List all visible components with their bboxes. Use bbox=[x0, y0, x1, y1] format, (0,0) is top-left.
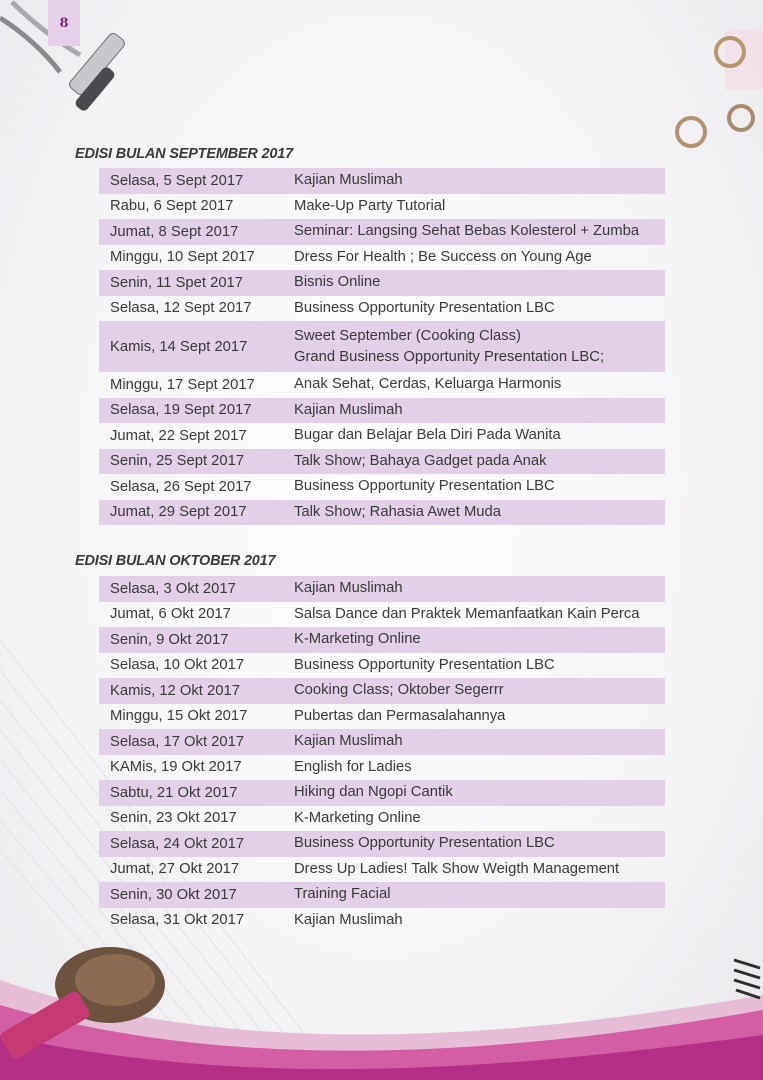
schedule-row bbox=[99, 194, 665, 220]
schedule-row bbox=[99, 882, 665, 908]
schedule-row bbox=[99, 602, 665, 628]
schedule-row bbox=[99, 474, 665, 500]
event-date: Jumat, 27 Okt 2017 bbox=[110, 861, 240, 878]
event-title-line: Salsa Dance dan Praktek Memanfaatkan Kain Perca bbox=[294, 605, 640, 622]
schedule-row bbox=[99, 398, 665, 424]
schedule-row bbox=[99, 321, 665, 372]
schedule-row bbox=[99, 449, 665, 475]
event-date: Jumat, 29 Sept 2017 bbox=[110, 504, 247, 521]
event-date: Jumat, 22 Sept 2017 bbox=[110, 427, 247, 444]
event-title bbox=[294, 400, 665, 421]
event-title-line: K-Marketing Online bbox=[294, 631, 421, 648]
event-title-line: Anak Sehat, Cerdas, Keluarga Harmonis bbox=[294, 376, 562, 393]
event-title bbox=[294, 578, 665, 599]
event-title-line: Kajian Muslimah bbox=[294, 580, 403, 597]
page-number: 8 bbox=[48, 0, 80, 46]
event-title-line: Cooking Class; Oktober Segerrr bbox=[294, 682, 504, 699]
section-title-september: EDISI BULAN SEPTEMBER 2017 bbox=[75, 146, 293, 162]
event-title-line: Training Facial bbox=[294, 886, 391, 903]
event-date: Minggu, 10 Sept 2017 bbox=[110, 249, 255, 266]
event-title-line: Talk Show; Bahaya Gadget pada Anak bbox=[294, 452, 547, 469]
event-title-line: Dress For Health ; Be Success on Young Age bbox=[294, 248, 592, 265]
event-title bbox=[294, 731, 665, 752]
event-title bbox=[294, 170, 665, 191]
schedule-row bbox=[99, 168, 665, 194]
section-title-oktober: EDISI BULAN OKTOBER 2017 bbox=[75, 553, 276, 569]
event-date: Selasa, 12 Sept 2017 bbox=[110, 300, 252, 317]
event-title-line: Business Opportunity Presentation LBC bbox=[294, 299, 555, 316]
event-title-line: Make-Up Party Tutorial bbox=[294, 197, 446, 214]
schedule-row bbox=[99, 423, 665, 449]
event-title bbox=[294, 502, 665, 523]
event-title-line: Business Opportunity Presentation LBC bbox=[294, 835, 555, 852]
event-date: Jumat, 8 Sept 2017 bbox=[110, 223, 239, 240]
event-title-line: Bisnis Online bbox=[294, 274, 381, 291]
event-title-line: English for Ladies bbox=[294, 758, 412, 775]
event-date: Selasa, 10 Okt 2017 bbox=[110, 657, 245, 674]
event-title bbox=[294, 833, 665, 854]
event-title bbox=[294, 884, 665, 905]
event-title bbox=[294, 757, 665, 778]
event-title bbox=[294, 374, 665, 395]
event-title-line: Hiking dan Ngopi Cantik bbox=[294, 784, 453, 801]
event-title-line: Business Opportunity Presentation LBC bbox=[294, 478, 555, 495]
event-title-line: K-Marketing Online bbox=[294, 809, 421, 826]
schedule-row bbox=[99, 245, 665, 271]
schedule-row bbox=[99, 372, 665, 398]
event-date: Selasa, 3 Okt 2017 bbox=[110, 580, 236, 597]
event-title bbox=[294, 247, 665, 268]
schedule-row bbox=[99, 755, 665, 781]
event-title-line: Seminar: Langsing Sehat Bebas Kolesterol + Zumba bbox=[294, 223, 640, 240]
event-date: Kamis, 12 Okt 2017 bbox=[110, 682, 240, 699]
schedule-row bbox=[99, 678, 665, 704]
schedule-row bbox=[99, 806, 665, 832]
event-title bbox=[294, 221, 665, 242]
event-title-line: Pubertas dan Permasalahannya bbox=[294, 707, 506, 724]
event-title bbox=[294, 859, 665, 880]
event-date: Selasa, 26 Sept 2017 bbox=[110, 478, 252, 495]
event-title bbox=[294, 655, 665, 676]
event-date: Minggu, 15 Okt 2017 bbox=[110, 708, 248, 725]
rings-icon bbox=[665, 30, 763, 155]
event-date: Jumat, 6 Okt 2017 bbox=[110, 606, 231, 623]
event-title bbox=[294, 196, 665, 217]
event-title-line: Sweet September (Cooking Class) bbox=[294, 327, 521, 344]
event-title bbox=[294, 629, 665, 650]
event-title bbox=[294, 425, 665, 446]
event-date: Sabtu, 21 Okt 2017 bbox=[110, 784, 238, 801]
event-date: Senin, 23 Okt 2017 bbox=[110, 810, 237, 827]
schedule-row bbox=[99, 270, 665, 296]
schedule-row bbox=[99, 296, 665, 322]
schedule-row bbox=[99, 857, 665, 883]
event-title bbox=[294, 476, 665, 497]
schedule-row bbox=[99, 653, 665, 679]
event-date: Senin, 9 Okt 2017 bbox=[110, 631, 229, 648]
event-title bbox=[294, 808, 665, 829]
event-date: Rabu, 6 Sept 2017 bbox=[110, 198, 234, 215]
event-date: Selasa, 24 Okt 2017 bbox=[110, 835, 245, 852]
schedule-row bbox=[99, 831, 665, 857]
event-title-line: Kajian Muslimah bbox=[294, 733, 403, 750]
event-title bbox=[294, 272, 665, 293]
schedule-row bbox=[99, 627, 665, 653]
schedule-row bbox=[99, 729, 665, 755]
event-title-line: Bugar dan Belajar Bela Diri Pada Wanita bbox=[294, 427, 561, 444]
event-title bbox=[294, 782, 665, 803]
schedule-table-oktober bbox=[99, 576, 665, 933]
schedule-row bbox=[99, 576, 665, 602]
event-date: Minggu, 17 Sept 2017 bbox=[110, 376, 255, 393]
event-title bbox=[294, 451, 665, 472]
makeup-brush-icon bbox=[0, 940, 170, 1080]
event-title bbox=[294, 680, 665, 701]
schedule-row bbox=[99, 780, 665, 806]
event-title-line: Kajian Muslimah bbox=[294, 911, 403, 928]
event-title-line: Talk Show; Rahasia Awet Muda bbox=[294, 503, 501, 520]
event-title bbox=[294, 910, 665, 931]
event-title bbox=[294, 298, 665, 319]
event-date: Senin, 30 Okt 2017 bbox=[110, 886, 237, 903]
event-title bbox=[294, 604, 665, 625]
schedule-row bbox=[99, 908, 665, 934]
mascara-brush-icon bbox=[730, 950, 763, 1010]
event-title-line: Grand Business Opportunity Presentation LBC; bbox=[294, 348, 605, 365]
event-date: Selasa, 5 Sept 2017 bbox=[110, 172, 244, 189]
event-date: Selasa, 19 Sept 2017 bbox=[110, 402, 252, 419]
event-title-line: Dress Up Ladies! Talk Show Weigth Management bbox=[294, 860, 620, 877]
event-date: Kamis, 14 Sept 2017 bbox=[110, 338, 248, 355]
event-date: KAMis, 19 Okt 2017 bbox=[110, 759, 242, 776]
event-title bbox=[294, 326, 665, 368]
event-date: Selasa, 17 Okt 2017 bbox=[110, 733, 245, 750]
event-date: Senin, 11 Spet 2017 bbox=[110, 274, 244, 291]
event-title-line: Business Opportunity Presentation LBC bbox=[294, 656, 555, 673]
schedule-row bbox=[99, 704, 665, 730]
event-date: Selasa, 31 Okt 2017 bbox=[110, 912, 245, 929]
schedule-table-september bbox=[99, 168, 665, 525]
schedule-row bbox=[99, 219, 665, 245]
event-title-line: Kajian Muslimah bbox=[294, 172, 403, 189]
event-title bbox=[294, 706, 665, 727]
event-title-line: Kajian Muslimah bbox=[294, 401, 403, 418]
schedule-row bbox=[99, 500, 665, 526]
event-date: Senin, 25 Sept 2017 bbox=[110, 453, 245, 470]
